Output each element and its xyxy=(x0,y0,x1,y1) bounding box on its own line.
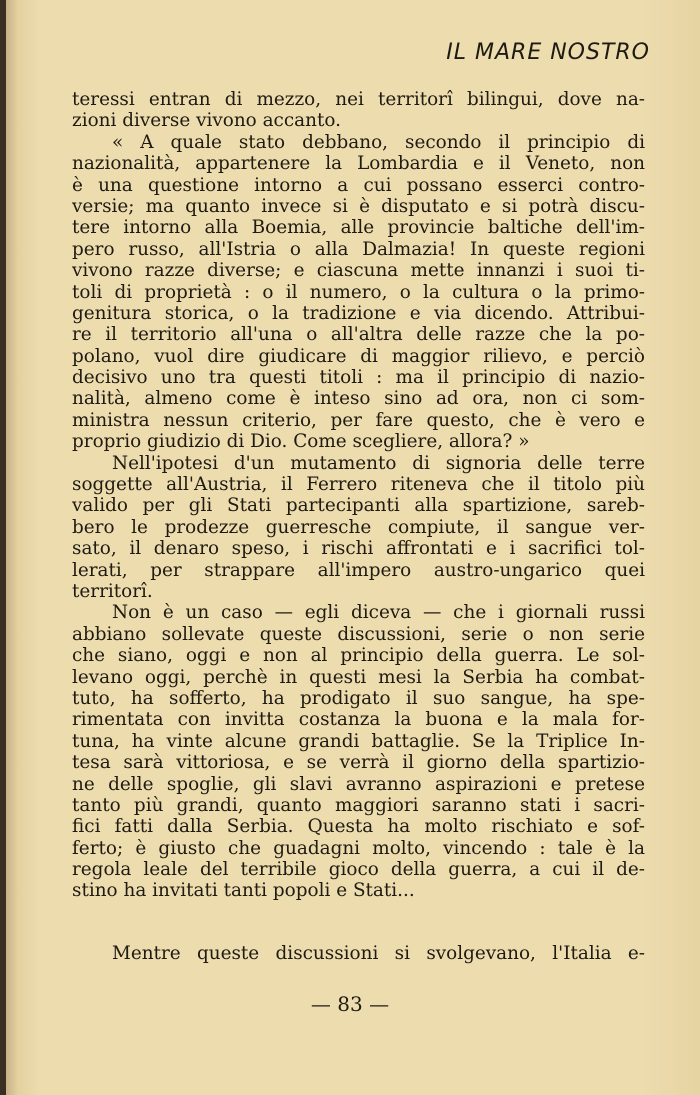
text-line: levano oggi, perchè in questi mesi la Serbia ha combat- xyxy=(72,666,645,688)
text-line: sato, il denaro speso, i rischi affrontati e i sacrifici tol- xyxy=(72,538,645,560)
text-line: teressi entran di mezzo, nei territorî bilingui, dove na- xyxy=(72,89,645,110)
text-line: tesa sarà vittoriosa, e se verrà il giorno della spartizio- xyxy=(72,752,645,774)
text-line: nalità, almeno come è inteso sino ad ora, non ci som- xyxy=(72,388,645,410)
text-line: Nell'ipotesi d'un mutamento di signoria delle terre xyxy=(112,452,645,474)
text-line: è una questione intorno a cui possano esserci contro- xyxy=(72,174,645,196)
text-line: bero le prodezze guerresche compiute, il sangue ver- xyxy=(72,516,645,538)
running-title: IL MARE NOSTRO xyxy=(446,40,650,65)
text-line: genitura storica, o la tradizione e via dicendo. Attribui- xyxy=(72,302,645,324)
text-line: « A quale stato debbano, secondo il principio di xyxy=(112,131,645,153)
text-line: ministra nessun criterio, per fare questo, che è vero e xyxy=(72,409,645,431)
text-line: ne delle spoglie, gli slavi avranno aspirazioni e pretese xyxy=(72,773,645,795)
text-line: valido per gli Stati partecipanti alla spartizione, sareb- xyxy=(72,495,645,517)
text-line: soggette all'Austria, il Ferrero riteneva che il titolo più xyxy=(72,474,645,496)
text-line: decisivo uno tra questi titoli : ma il principio di nazio- xyxy=(72,367,645,389)
text-line: Non è un caso — egli diceva — che i giornali russi xyxy=(112,602,645,624)
text-line: abbiano sollevate queste discussioni, serie o non serie xyxy=(72,623,645,645)
page-number: — 83 — xyxy=(310,992,390,1016)
text-line: tuna, ha vinte alcune grandi battaglie. Se la Triplice In- xyxy=(72,730,645,752)
text-line: re il territorio all'una o all'altra delle razze che la po- xyxy=(72,324,645,346)
text-line: lerati, per strappare all'impero austro-ungarico quei xyxy=(72,559,645,581)
text-line: rimentata con invitta costanza la buona e la mala for- xyxy=(72,709,645,731)
text-line: tanto più grandi, quanto maggiori saranno stati i sacri- xyxy=(72,794,645,816)
text-line: ferto; è giusto che guadagni molto, vincendo : tale è la xyxy=(72,837,645,859)
text-line: territorî. xyxy=(72,580,153,602)
text-line: fici fatti dalla Serbia. Questa ha molto rischiato e sof- xyxy=(72,816,645,838)
closing-line: Mentre queste discussioni si svolgevano, l'Italia e- xyxy=(112,943,645,964)
text-line: versie; ma quanto invece si è disputato e si potrà discu- xyxy=(72,195,645,217)
text-line: toli di proprietà : o il numero, o la cultura o la primo- xyxy=(72,281,645,303)
text-line: pero russo, all'Istria o alla Dalmazia! In queste regioni xyxy=(72,238,645,260)
text-line: nazionalità, appartenere la Lombardia e il Veneto, non xyxy=(72,153,645,175)
text-line: proprio giudizio di Dio. Come scegliere, allora? » xyxy=(72,431,530,453)
text-line: che siano, oggi e non al principio della guerra. Le sol- xyxy=(72,645,645,667)
page-spine-shadow xyxy=(0,0,6,1095)
text-line: stino ha invitati tanti popoli e Stati... xyxy=(72,880,415,902)
text-line: tuto, ha sofferto, ha prodigato il suo sangue, ha spe- xyxy=(72,687,645,709)
text-line: regola leale del terribile gioco della guerra, a cui il de- xyxy=(72,859,645,881)
text-line: polano, vuol dire giudicare di maggior rilievo, e perciò xyxy=(72,345,645,367)
text-line: vivono razze diverse; e ciascuna mette innanzi i suoi ti- xyxy=(72,260,645,282)
text-line: zioni diverse vivono accanto. xyxy=(72,110,341,132)
body-text xyxy=(72,89,645,902)
text-line: tere intorno alla Boemia, alle provincie baltiche dell'im- xyxy=(72,217,645,239)
